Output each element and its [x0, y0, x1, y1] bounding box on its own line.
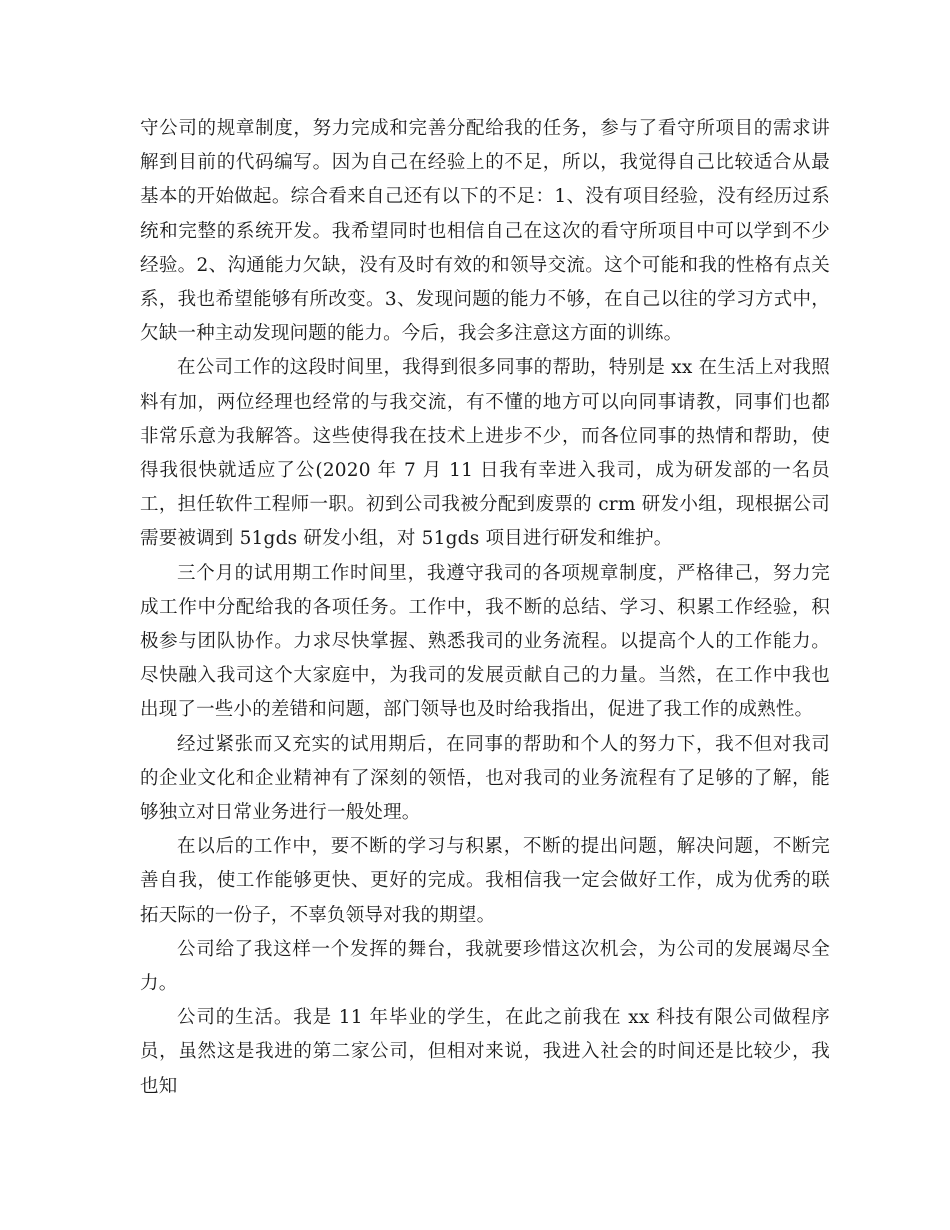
paragraph-6: 公司给了我这样一个发挥的舞台，我就要珍惜这次机会，为公司的发展竭尽全力。: [140, 938, 830, 995]
paragraph-1: 守公司的规章制度，努力完成和完善分配给我的任务，参与了看守所项目的需求讲解到目前的代码编写。因为自己在经验上的不足，所以，我觉得自己比较适合从最基本的开始做起。综合看来自己还有以下的不足：1、没有项目经验，没有经历过系统和完整的系统开发。我希望同时也相信自己在这次的看守所项目中可以学到不少经验。2、沟通能力欠缺，没有及时有效的和领导交流。这个可能和我的性格有点关系，我也希望能够有所改变。3、发现问题的能力不够，在自己以往的学习方式中，欠缺一种主动发现问题的能力。今后，我会多注意这方面的训练。: [140, 118, 830, 345]
document-body: [140, 112, 830, 1104]
paragraph-4: 经过紧张而又充实的试用期后，在同事的帮助和个人的努力下，我不但对我司的企业文化和企业精神有了深刻的领悟，也对我司的业务流程有了足够的了解，能够独立对日常业务进行一般处理。: [140, 733, 830, 824]
paragraph-7: 公司的生活。我是 11 年毕业的学生，在此之前我在 xx 科技有限公司做程序员，虽然这是我进的第二家公司，但相对来说，我进入社会的时间还是比较少，我也知: [140, 1007, 830, 1097]
paragraph-3: 三个月的试用期工作时间里，我遵守我司的各项规章制度，严格律己，努力完成工作中分配给我的各项任务。工作中，我不断的总结、学习、积累工作经验，积极参与团队协作。力求尽快掌握、熟悉我司的业务流程。以提高个人的工作能力。尽快融入我司这个大家庭中，为我司的发展贡献自己的力量。当然，在工作中我也出现了一些小的差错和问题，部门领导也及时给我指出，促进了我工作的成熟性。: [140, 562, 830, 721]
paragraph-2: 在公司工作的这段时间里，我得到很多同事的帮助，特别是 xx 在生活上对我照料有加，两位经理也经常的与我交流，有不懂的地方可以向同事请教，同事们也都非常乐意为我解答。这些使得我在技术上进步不少，而各位同事的热情和帮助，使得我很快就适应了公(2020 年 7 月 11 日我有幸进入我司，成为研发部的一名员工，担任软件工程师一职。初到公司我被分配到废票的 crm 研发小组，现根据公司需要被调到 51gds 研发小组，对 51gds 项目进行研发和维护。: [140, 357, 830, 550]
paragraph-5: 在以后的工作中，要不断的学习与积累，不断的提出问题，解决问题，不断完善自我，使工作能够更快、更好的完成。我相信我一定会做好工作，成为优秀的联拓天际的一份子，不辜负领导对我的期望。: [140, 836, 830, 926]
